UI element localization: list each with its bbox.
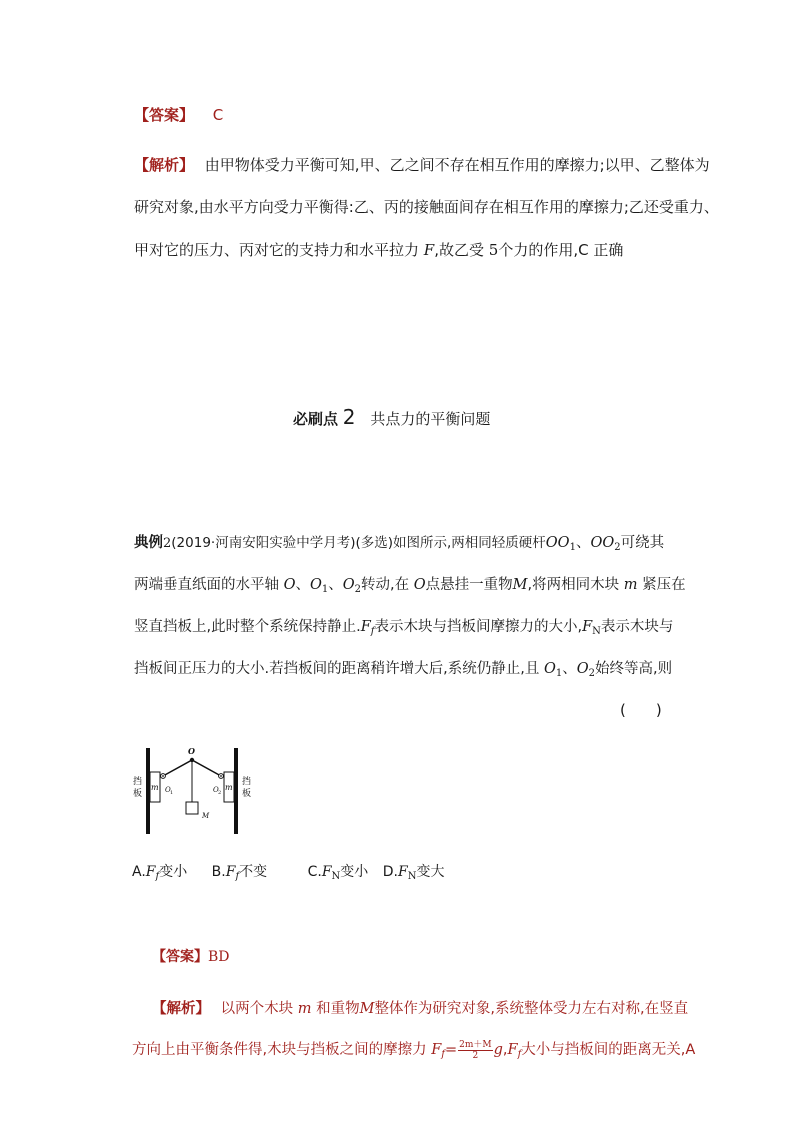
force-symbol: F [360,619,371,635]
right-board [234,748,238,834]
subscript: f [441,1049,445,1060]
subscript: 1 [321,584,329,595]
option-text: 变大 [416,864,445,880]
rod-symbol: OO [590,535,615,551]
mass-symbol: M [359,1001,375,1017]
subscript: 1 [569,542,576,553]
subscript: f [235,871,240,882]
subscript: 1 [555,668,563,679]
example-text: 挡板间正压力的大小.若挡板间的距离稍许增大后,系统仍静止,且 [134,661,540,677]
subscript: f [517,1049,522,1060]
hanging-mass [186,802,198,814]
answer-value: BD [208,949,230,965]
mass-symbol: m [623,577,638,593]
point-symbol: O [310,577,322,593]
force-symbol: F [431,1042,442,1058]
point-symbol: O [413,577,426,593]
analysis-text: 个力的作用,C 正确 [498,241,624,259]
option-prefix: B. [211,864,226,880]
example-text: 紧压在 [642,577,686,593]
analysis-text: ,故乙受 [434,241,484,259]
analysis-text: 和重物 [316,1001,360,1017]
option-B[interactable] [212,864,272,880]
force-symbol: F [225,864,236,880]
example-text: 转动,在 [361,577,410,593]
force-symbol: F [145,864,156,880]
point-symbol: O [576,661,589,677]
example-label: 典例 [134,535,163,551]
section-title-bold: 必刷点 [293,410,339,428]
answer-value: C [212,106,224,124]
example-text: 表示木块与 [600,619,674,635]
rod-OO2 [192,760,221,776]
answer-label: 【答案】 [152,949,208,965]
label-O2-sub: 2 [218,790,222,796]
answer-parentheses: ( ) [620,701,662,719]
subscript: N [592,626,601,637]
label-O1-sub: 1 [170,790,174,796]
equals-sign: = [444,1042,458,1058]
example-text: 点悬挂一重物 [425,577,513,593]
answer-label: 【答案】 [134,106,195,124]
example-text: 表示木块与挡板间摩擦力的大小, [374,619,583,635]
option-text: 不变 [239,864,268,880]
analysis2-line-1 [152,997,688,1018]
example-line-2 [134,573,686,595]
fraction-denominator: 2 [472,1050,479,1061]
subscript: 2 [588,668,595,679]
option-text: 变小 [159,864,188,880]
example-text: 两端垂直纸面的水平轴 [134,577,279,593]
label-O1: O [165,786,171,794]
mass-symbol: m [297,1001,312,1017]
option-prefix: C. [307,864,322,880]
separator: 、 [328,577,343,593]
label-O2: O [213,786,219,794]
force-symbol: F [507,1042,518,1058]
fraction-numerator: 2m＋M [459,1039,492,1050]
subscript: N [407,871,417,882]
separator: 、 [295,577,310,593]
answer-block-1 [134,104,223,125]
example-text: ,将两相同木块 [527,577,620,593]
example-text: (2019·河南安阳实验中学月考)(多选)如图所示,两相同轻质硬杆 [171,535,546,551]
pivot-O2-dot [220,775,222,777]
section-title-text: 共点力的平衡问题 [370,410,491,428]
analysis-label: 【解析】 [134,156,195,174]
left-board [146,748,150,834]
point-symbol: O [283,577,296,593]
label-M: M [202,812,210,820]
right-block-label: m [225,783,233,792]
analysis-line-2 [134,196,719,217]
separator: 、 [575,535,591,551]
gravity-symbol: g [493,1042,503,1058]
subscript: N [331,871,341,882]
example-text: 可绕其 [620,535,665,551]
example-line-4 [134,657,672,679]
analysis-text: 以两个木块 [220,1001,294,1017]
right-board-label-1: 挡 [242,777,252,787]
option-A[interactable] [132,864,192,880]
section-title [293,405,490,429]
section-title-number: 2 [342,405,356,429]
analysis-text: 方向上由平衡条件得,木块与挡板之间的摩擦力 [132,1042,427,1058]
fraction [458,1040,492,1061]
force-symbol: F [397,864,408,880]
option-text: 变小 [340,864,369,880]
mass-symbol: M [512,577,528,593]
analysis2-line-2 [132,1038,695,1061]
force-symbol: F [321,864,332,880]
analysis-line-1 [134,154,710,175]
force-symbol: F [582,619,593,635]
left-board-label-2: 板 [133,789,143,799]
subscript: 2 [354,584,362,595]
physics-figure [130,744,260,836]
point-symbol: O [342,577,355,593]
options-row [132,861,444,882]
separator: 、 [562,661,577,677]
pivot-O1-dot [162,775,164,777]
rod-OO1 [163,760,192,776]
example-line-3 [134,615,673,637]
analysis-text: 甲对它的压力、丙对它的支持力和水平拉力 [134,241,420,259]
option-prefix: D. [382,864,398,880]
example-text: 始终等高,则 [594,661,673,677]
subscript: f [155,871,160,882]
analysis-text: 由甲物体受力平衡可知,甲、乙之间不存在相互作用的摩擦力;以甲、乙整体为 [204,156,710,174]
option-prefix: A. [132,864,146,880]
analysis-text: 整体作为研究对象,系统整体受力左右对称,在竖直 [374,1001,689,1017]
left-block-label: m [151,783,159,792]
example-number: 2 [163,536,172,551]
number: 5 [488,241,499,259]
point-symbol: O [543,661,556,677]
separator: , [502,1042,508,1058]
right-board-label-2: 板 [242,789,252,799]
analysis-line-3 [134,239,623,260]
analysis-text: 研究对象,由水平方向受力平衡得:乙、丙的接触面间存在相互作用的摩擦力;乙还受重力、 [134,198,719,216]
left-board-label-1: 挡 [133,777,143,787]
answer-block-2 [152,946,230,966]
rod-symbol: OO [545,535,570,551]
option-D[interactable] [383,864,445,880]
example-line-1 [134,531,664,553]
force-symbol: F [423,241,435,259]
subscript: 2 [614,542,621,553]
analysis-label: 【解析】 [152,1001,210,1017]
subscript: f [370,626,375,637]
option-C[interactable] [308,864,373,880]
analysis-text: 大小与挡板间的距离无关,A [521,1042,696,1058]
example-text: 竖直挡板上,此时整个系统保持静止. [134,619,361,635]
label-O: O [188,746,195,756]
